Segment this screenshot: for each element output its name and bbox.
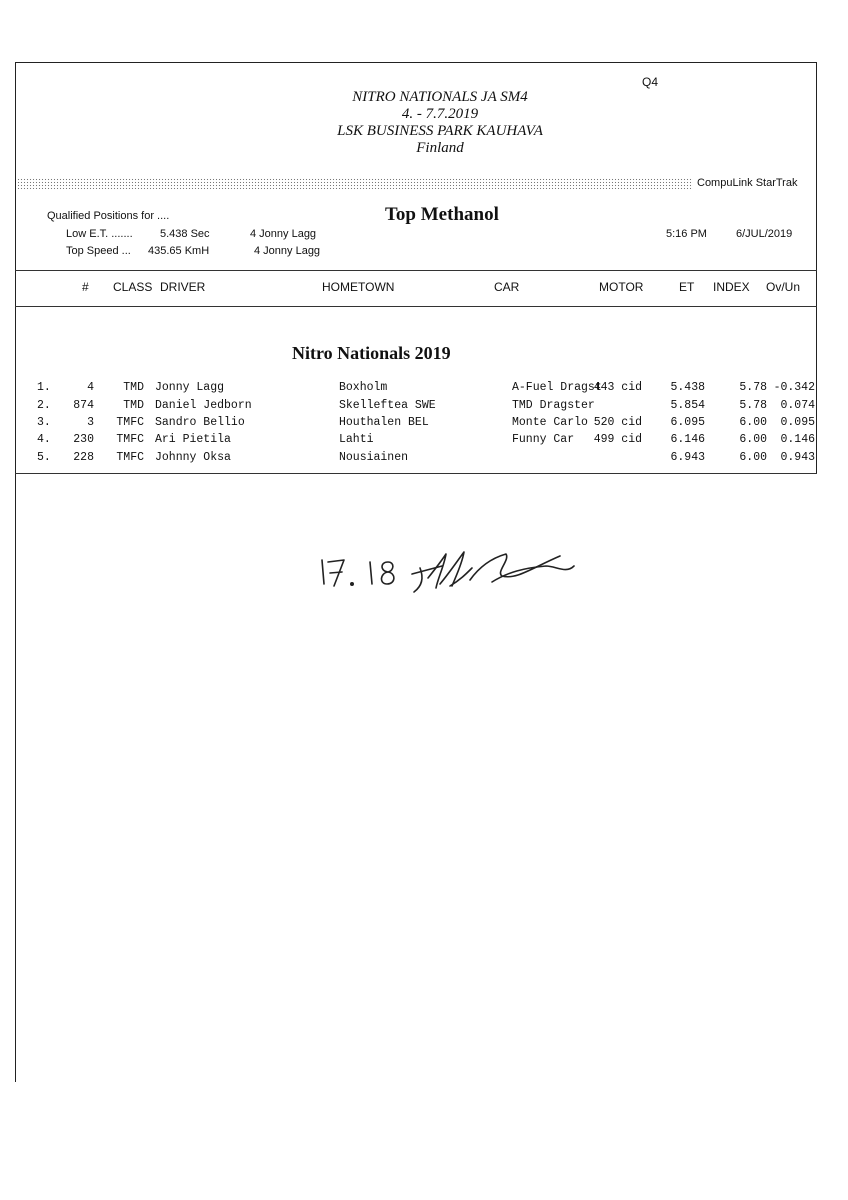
row-driver: Jonny Lagg bbox=[155, 381, 225, 394]
row-position: 5. bbox=[37, 451, 51, 464]
row-hometown: Houthalen BEL bbox=[339, 416, 429, 429]
handwritten-signature bbox=[310, 538, 590, 598]
col-index: INDEX bbox=[713, 280, 750, 294]
row-hometown: Nousiainen bbox=[339, 451, 409, 464]
table-row bbox=[0, 381, 848, 399]
row-ovun: 0.146 bbox=[780, 433, 815, 446]
col-class: CLASS bbox=[113, 280, 153, 294]
low-et-value: 5.438 Sec bbox=[160, 228, 210, 240]
section-title: Nitro Nationals 2019 bbox=[292, 343, 451, 363]
col-motor: MOTOR bbox=[599, 280, 644, 294]
event-name: NITRO NATIONALS JA SM4 bbox=[352, 89, 528, 105]
row-car: Monte Carlo bbox=[512, 416, 588, 429]
low-et-holder: 4 Jonny Lagg bbox=[250, 228, 317, 240]
frame-top-border bbox=[15, 62, 817, 63]
row-hometown: Skelleftea SWE bbox=[339, 399, 436, 412]
row-car: TMD Dragster bbox=[512, 399, 595, 412]
col-hometown: HOMETOWN bbox=[322, 280, 395, 294]
row-et: 6.146 bbox=[670, 433, 705, 446]
row-car: Funny Car bbox=[512, 433, 575, 446]
row-position: 2. bbox=[37, 399, 51, 412]
row-ovun: 0.095 bbox=[780, 416, 815, 429]
page-code: Q4 bbox=[642, 75, 659, 89]
row-class: TMFC bbox=[116, 451, 144, 464]
row-position: 4. bbox=[37, 433, 51, 446]
class-title: Top Methanol bbox=[385, 204, 499, 225]
row-motor: 499 cid bbox=[593, 433, 642, 446]
dotted-separator bbox=[17, 178, 693, 189]
row-index: 6.00 bbox=[739, 433, 767, 446]
row-ovun: -0.342 bbox=[773, 381, 815, 394]
col-car: CAR bbox=[494, 280, 520, 294]
row-class: TMFC bbox=[116, 433, 144, 446]
row-motor: 443 cid bbox=[593, 381, 642, 394]
row-et: 6.943 bbox=[670, 451, 705, 464]
col-ovun: Ov/Un bbox=[766, 280, 801, 294]
row-class: TMD bbox=[123, 381, 144, 394]
header-top-rule bbox=[15, 270, 817, 271]
row-position: 3. bbox=[37, 416, 51, 429]
qualified-heading: Qualified Positions for .... bbox=[47, 210, 170, 222]
row-ovun: 0.074 bbox=[780, 399, 815, 412]
row-driver: Daniel Jedborn bbox=[155, 399, 252, 412]
system-label: CompuLink StarTrak bbox=[697, 177, 798, 189]
low-et-label: Low E.T. ....... bbox=[66, 228, 133, 240]
row-index: 5.78 bbox=[739, 399, 767, 412]
row-et: 5.438 bbox=[670, 381, 705, 394]
report-date: 6/JUL/2019 bbox=[736, 228, 793, 240]
row-number: 3 bbox=[87, 416, 94, 429]
frame-left-border bbox=[15, 62, 16, 1082]
event-header bbox=[0, 89, 848, 157]
row-class: TMFC bbox=[116, 416, 144, 429]
top-speed-value: 435.65 KmH bbox=[148, 245, 210, 257]
row-driver: Sandro Bellio bbox=[155, 416, 245, 429]
report-time: 5:16 PM bbox=[666, 228, 707, 240]
header-bottom-rule bbox=[15, 306, 817, 307]
row-number: 228 bbox=[73, 451, 94, 464]
top-speed-label: Top Speed ... bbox=[66, 245, 131, 257]
row-index: 6.00 bbox=[739, 451, 767, 464]
row-number: 4 bbox=[87, 381, 94, 394]
row-motor: 520 cid bbox=[593, 416, 642, 429]
event-venue: LSK BUSINESS PARK KAUHAVA bbox=[337, 123, 543, 139]
row-index: 5.78 bbox=[739, 381, 767, 394]
row-class: TMD bbox=[123, 399, 144, 412]
row-number: 230 bbox=[73, 433, 94, 446]
col-driver: DRIVER bbox=[160, 280, 206, 294]
table-row bbox=[0, 451, 848, 469]
row-driver: Johnny Oksa bbox=[155, 451, 231, 464]
row-hometown: Lahti bbox=[339, 433, 374, 446]
row-et: 6.095 bbox=[670, 416, 705, 429]
col-et: ET bbox=[679, 280, 695, 294]
row-driver: Ari Pietila bbox=[155, 433, 231, 446]
table-row bbox=[0, 433, 848, 451]
table-bottom-rule bbox=[15, 473, 817, 474]
table-row bbox=[0, 416, 848, 434]
table-row bbox=[0, 399, 848, 417]
col-num: # bbox=[82, 280, 89, 294]
row-index: 6.00 bbox=[739, 416, 767, 429]
row-number: 874 bbox=[73, 399, 94, 412]
event-country: Finland bbox=[416, 140, 464, 156]
row-ovun: 0.943 bbox=[780, 451, 815, 464]
event-dates: 4. - 7.7.2019 bbox=[401, 106, 479, 122]
row-hometown: Boxholm bbox=[339, 381, 388, 394]
top-speed-holder: 4 Jonny Lagg bbox=[254, 245, 321, 257]
row-et: 5.854 bbox=[670, 399, 705, 412]
row-position: 1. bbox=[37, 381, 51, 394]
row-car: A-Fuel Dragst bbox=[512, 381, 602, 394]
